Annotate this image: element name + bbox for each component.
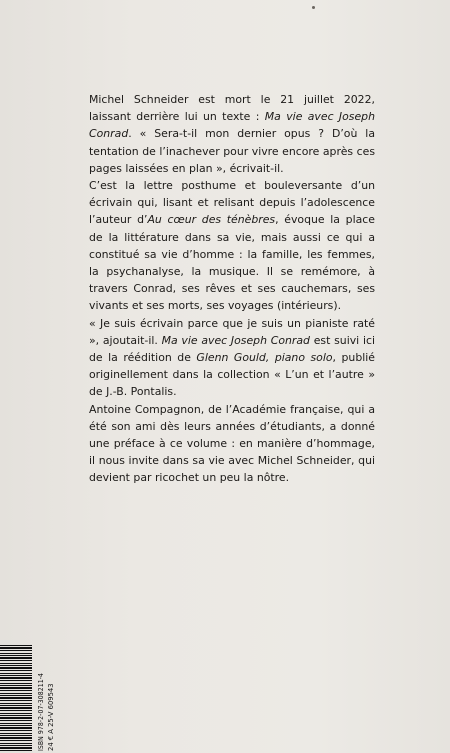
blurb [89,91,375,487]
paragraph-4: Antoine Compagnon, de l’Académie française, qui a été son ami dès leurs années d’étudiants, a donné une préface à ce volume : en manière d’hommage, il nous invite dans sa vie avec Michel Schneider, qui devient par ricochet un peu la nôtre. [89,402,375,485]
isbn-label: ISBN 978-2-07-308211-4 [37,673,45,751]
book-title: Ma vie avec Joseph Conrad [161,333,310,347]
barcode-block [0,645,56,753]
price-label: 24 € A 25-V 609543 [47,683,55,751]
print-mark [312,6,315,9]
book-title: Ma vie avec Joseph Conrad [89,110,375,141]
paragraph-1: Michel Schneider est mort le 21 juillet 2022, laissant derrière lui un texte : Ma vie avec Joseph Conrad. « Sera-t-il mon dernier opus ? D’où la tentation de l’inachever pour vivre encore après ces pages laissées en plan », écrivait-il. [89,93,375,175]
book-title: Glenn Gould, piano solo [196,351,333,365]
paragraph-3: « Je suis écrivain parce que je suis un pianiste raté », ajoutait-il. Ma vie avec Joseph Conrad est suivi ici de la réédition de Glenn Gould, piano solo, publié originellement dans la collection « L’un et l’autre » de J.-B. Pontalis. [89,316,376,399]
book-title: Au cœur des ténèbres [147,213,276,227]
barcode [0,645,32,753]
paragraph-2: C’est la lettre posthume et bouleversante d’un écrivain qui, lisant et relisant depuis l’adolescence l’auteur d’Au cœur des ténèbres, évoque la place de la littérature dans sa vie, mais aussi ce qui a constitué sa vie d’homme : la famille, les femmes, la psychanalyse, la musique. Il se remémore, à travers Conrad, ses rêves et ses cauchemars, ses vivants et ses morts, ses voyages (intérieurs). [89,179,375,313]
